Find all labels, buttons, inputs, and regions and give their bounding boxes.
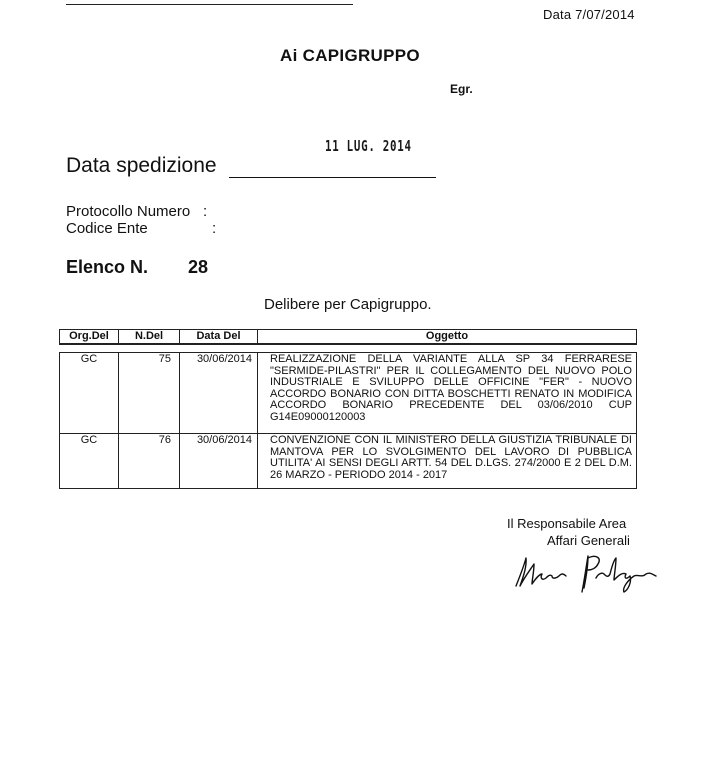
date-value: 7/07/2014 — [575, 7, 635, 22]
date-label: Data — [543, 7, 572, 22]
responsabile-area: Affari Generali — [547, 533, 630, 548]
received-date-stamp: 11 LUG. 2014 — [325, 137, 412, 155]
handwritten-signature-icon — [510, 548, 660, 594]
elenco-label: Elenco N. — [66, 257, 149, 277]
cell-num: 76 — [119, 434, 180, 489]
document-title: Ai CAPIGRUPPO — [280, 46, 420, 65]
document-date — [543, 7, 635, 22]
table-row — [60, 434, 637, 489]
top-rule — [66, 4, 353, 5]
elenco-number: 28 — [188, 257, 209, 277]
table-header — [59, 329, 637, 345]
spedizione-label: Data spedizione — [66, 154, 217, 177]
codice-ente-colon: : — [212, 220, 217, 237]
delibere-table — [59, 352, 637, 489]
cell-num: 75 — [119, 353, 180, 434]
column-header-org: Org.Del — [60, 330, 119, 345]
table-row — [60, 353, 637, 434]
cell-org: GC — [60, 434, 119, 489]
cell-date: 30/06/2014 — [180, 353, 258, 434]
list-subtitle: Delibere per Capigruppo. — [264, 296, 432, 313]
column-header-num: N.Del — [119, 330, 180, 345]
recipient-salutation: Egr. — [450, 82, 473, 96]
codice-ente-label: Codice Ente — [66, 220, 148, 237]
spedizione-blank-line — [229, 177, 436, 178]
cell-oggetto: CONVENZIONE CON IL MINISTERO DELLA GIUSTIZIA TRIBUNALE DI MANTOVA PER LO SVOLGIMENTO DEL LAVORO DI PUBBLICA UTILITA' AI SENSI DEGLI ARTT. 54 DEL D.LGS. 274/2000 E 2 DEL D.M. 26 MARZO - PERIODO 2014 - 2017 — [258, 434, 637, 489]
protocollo-label: Protocollo Numero — [66, 203, 191, 220]
protocollo-colon: : — [203, 203, 208, 220]
column-header-date: Data Del — [180, 330, 258, 345]
responsabile-title: Il Responsabile Area — [507, 516, 627, 531]
cell-org: GC — [60, 353, 119, 434]
cell-date: 30/06/2014 — [180, 434, 258, 489]
header-row — [60, 330, 637, 345]
cell-oggetto: REALIZZAZIONE DELLA VARIANTE ALLA SP 34 FERRARESE "SERMIDE-PILASTRI" PER IL COLLEGAMENTO DEL NUOVO POLO INDUSTRIALE E SVILUPPO DELLE OFFICINE "FER" - NUOVO ACCORDO BONARIO CON DITTA BOSCHETTI RENATO IN MODIFICA ACCORDO BONARIO PRECEDENTE DEL 03/06/2010 CUP G14E09000120003 — [258, 353, 637, 434]
column-header-oggetto: Oggetto — [258, 330, 637, 345]
